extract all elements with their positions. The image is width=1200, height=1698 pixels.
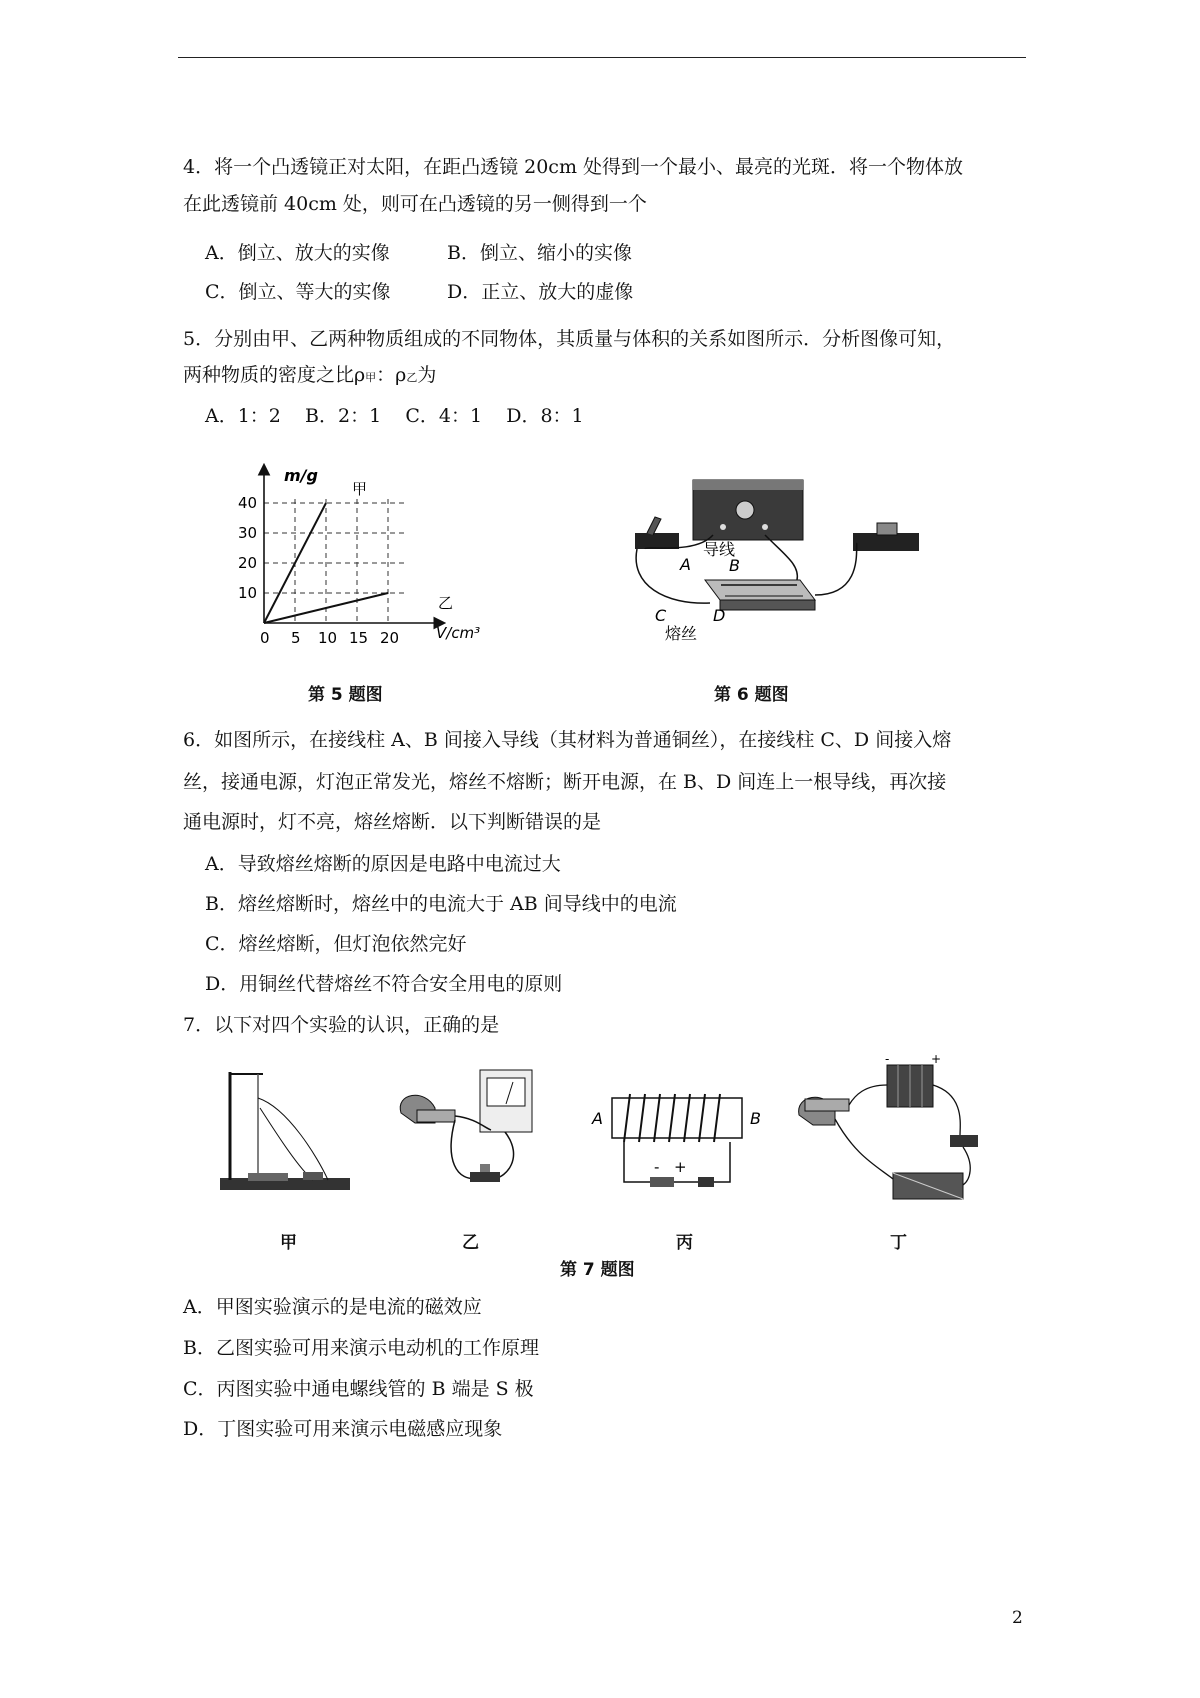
fig7-panel-yi — [395, 1068, 540, 1203]
fig7-label-ding: 丁 — [890, 1233, 907, 1253]
q7-option-b: B．乙图实验可用来演示电动机的工作原理 — [183, 1337, 539, 1359]
fig6-wire-label: 导线 — [703, 540, 736, 559]
q6-option-a: A．导致熔丝熔断的原因是电路中电流过大 — [205, 853, 561, 875]
fig5-series-label-yi: 乙 — [438, 594, 454, 612]
x-tick-0: 0 — [260, 629, 270, 647]
x-tick-20: 20 — [380, 629, 400, 647]
fig6-fuse-label: 熔丝 — [665, 624, 698, 643]
q4-line2: 在此透镜前 40cm 处，则可在凸透镜的另一侧得到一个 — [183, 193, 647, 215]
x-tick-5: 5 — [291, 629, 301, 647]
q6-line2: 丝，接通电源，灯泡正常发光，熔丝不熔断；断开电源，在 B、D 间连上一根导线，再次接 — [183, 771, 947, 793]
q6-option-b: B．熔丝熔断时，熔丝中的电流大于 AB 间导线中的电流 — [205, 893, 677, 915]
fig7-plus-sign: + — [674, 1158, 687, 1176]
q5-sub-yi: 乙 — [406, 371, 418, 384]
svg-text:-: - — [885, 1052, 890, 1066]
q6-option-d: D．用铜丝代替熔丝不符合安全用电的原则 — [205, 973, 563, 995]
q5-line1: 5．分别由甲、乙两种物质组成的不同物体，其质量与体积的关系如图所示．分析图像可知， — [183, 328, 956, 350]
q4-line1: 4．将一个凸透镜正对太阳，在距凸透镜 20cm 处得到一个最小、最亮的光斑．将一个物体放 — [183, 156, 964, 178]
fig5-x-axis-label: V/cm³ — [436, 624, 481, 642]
y-tick-40: 40 — [238, 494, 258, 512]
fig7-panel-ding — [795, 1052, 985, 1215]
y-tick-10: 10 — [238, 584, 258, 602]
q6-line1: 6．如图所示，在接线柱 A、B 间接入导线（其材料为普通铜丝），在接线柱 C、D 间接入熔 — [183, 729, 952, 751]
fig7-label-jia: 甲 — [280, 1233, 297, 1253]
fig5-y-axis-label: m/g — [284, 466, 318, 485]
q5-line2-mid: ：ρ — [376, 364, 407, 386]
q4-option-b: B．倒立、缩小的实像 — [447, 242, 632, 264]
fig5-series-label-jia: 甲 — [352, 480, 368, 498]
left-lamp — [635, 517, 679, 549]
q7-option-a: A．甲图实验演示的是电流的磁效应 — [183, 1296, 482, 1318]
fig6-label-b: B — [729, 556, 740, 575]
fig6-label-a: A — [680, 555, 691, 574]
fig7-coil-label-b: B — [750, 1109, 761, 1128]
fig6-label-c: C — [655, 606, 667, 625]
y-tick-20: 20 — [238, 554, 258, 572]
q6-option-c: C．熔丝熔断，但灯泡依然完好 — [205, 933, 467, 955]
fig6-caption: 第 6 题图 — [714, 685, 789, 705]
q7-option-c: C．丙图实验中通电螺线管的 B 端是 S 极 — [183, 1378, 534, 1400]
x-tick-10: 10 — [318, 629, 338, 647]
fig5-chart — [238, 460, 490, 660]
q7-line1: 7．以下对四个实验的认识，正确的是 — [183, 1014, 500, 1036]
q5-sub-jia: 甲 — [365, 371, 377, 384]
x-tick-15: 15 — [349, 629, 369, 647]
fig7-caption: 第 7 题图 — [560, 1260, 635, 1280]
fig7-panel-jia — [218, 1068, 358, 1203]
q4-option-d: D．正立、放大的虚像 — [447, 281, 634, 303]
q5-line2 — [183, 366, 436, 385]
q6-line3: 通电源时，灯不亮，熔丝熔断．以下判断错误的是 — [183, 811, 602, 833]
fig7-panel-bing — [590, 1080, 770, 1200]
header-rule — [178, 57, 1026, 58]
page-number: 2 — [1012, 1608, 1023, 1628]
q4-option-a: A．倒立、放大的实像 — [205, 242, 390, 264]
fig7-minus-sign: - — [654, 1158, 660, 1176]
right-switch — [853, 523, 919, 551]
q5-line2-pre: 两种物质的密度之比ρ — [183, 364, 366, 386]
q5-options: A．1：2 B．2：1 C．4：1 D．8：1 — [205, 405, 584, 427]
fig6-circuit-illustration — [625, 475, 940, 665]
q7-option-d: D．丁图实验可用来演示电磁感应现象 — [183, 1418, 503, 1440]
q5-line2-post: 为 — [417, 364, 437, 386]
svg-text:+: + — [931, 1052, 942, 1066]
fig7-label-bing: 丙 — [676, 1233, 693, 1253]
fig7-coil-label-a: A — [592, 1109, 603, 1128]
y-tick-30: 30 — [238, 524, 258, 542]
fig6-label-d: D — [713, 606, 726, 625]
fig5-grid — [264, 499, 408, 623]
fig7-label-yi: 乙 — [462, 1233, 479, 1253]
q4-option-c: C．倒立、等大的实像 — [205, 281, 391, 303]
fig5-caption: 第 5 题图 — [308, 685, 383, 705]
